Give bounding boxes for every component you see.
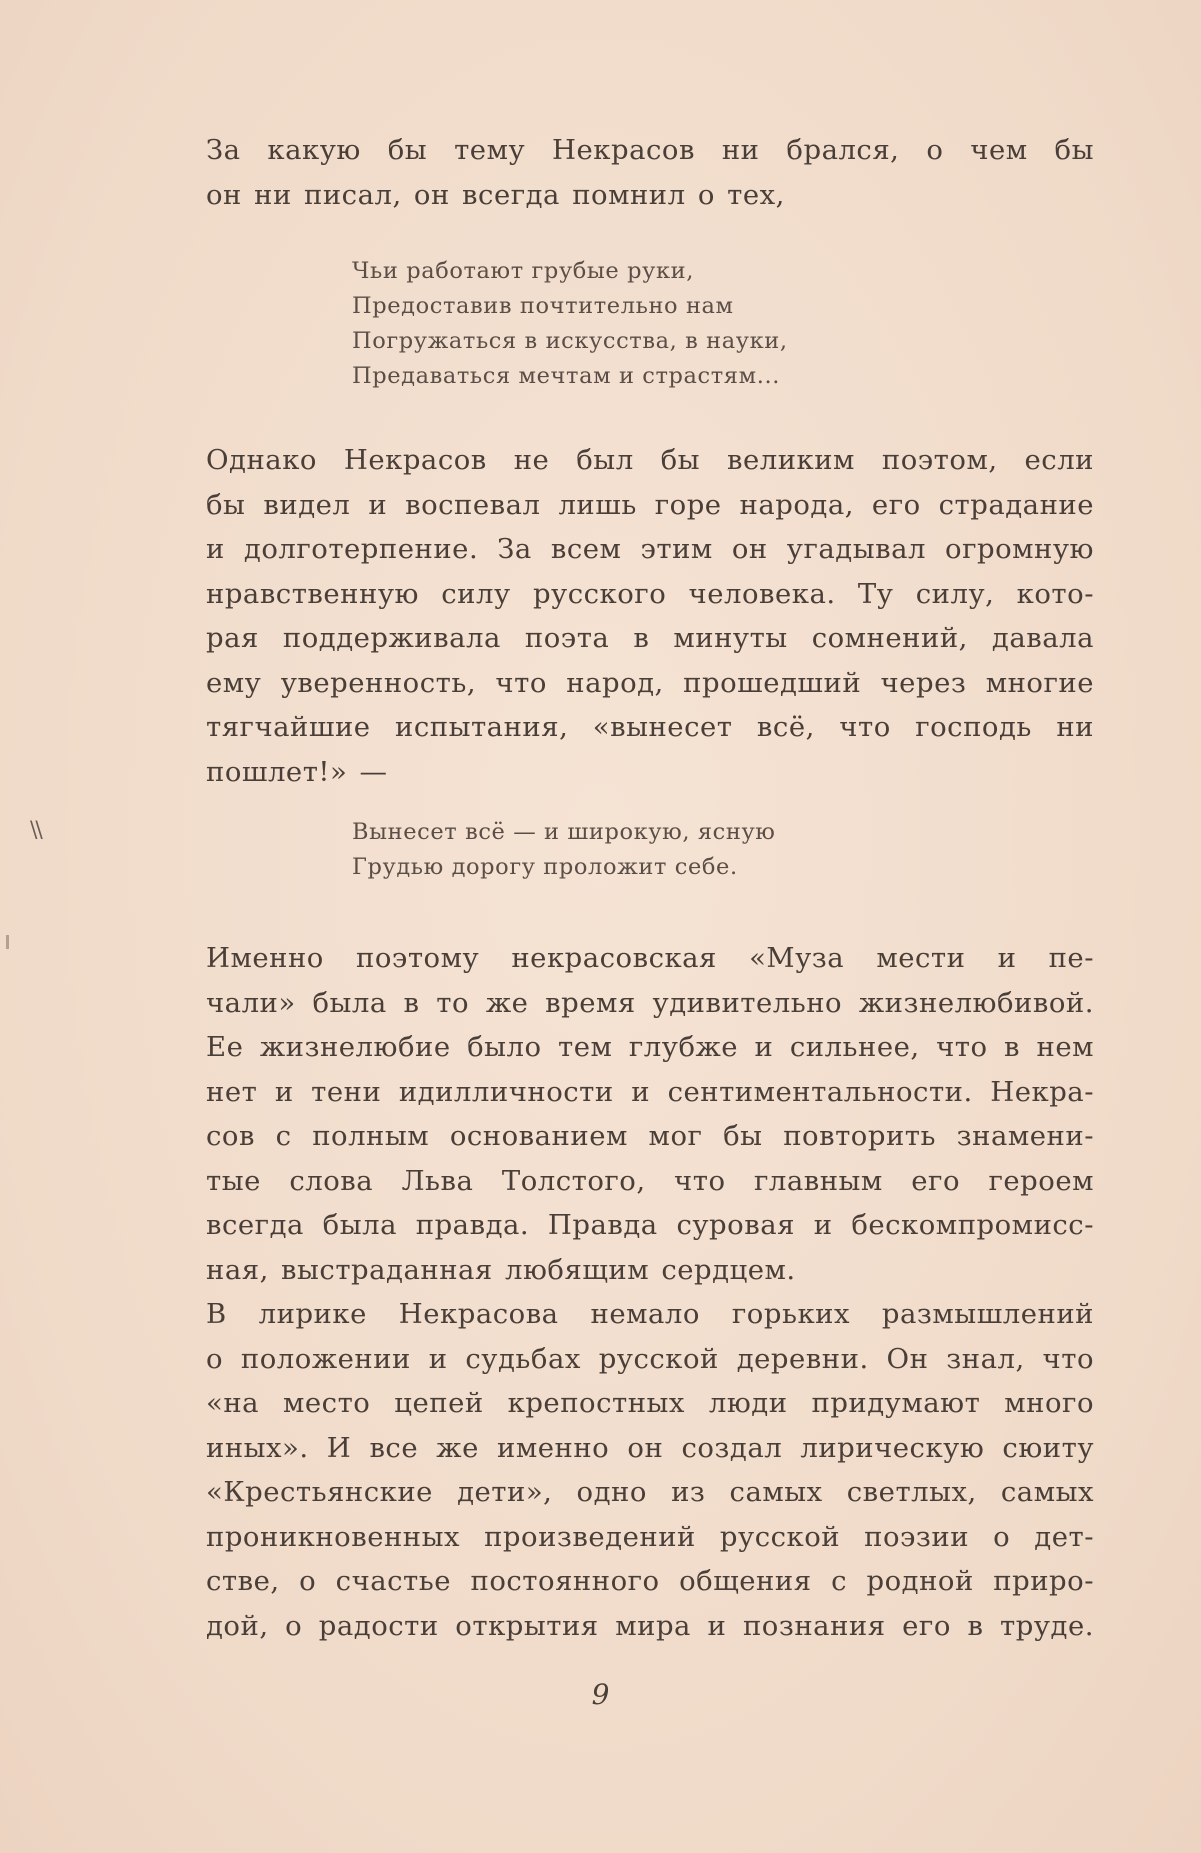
text-line: он ни писал, он всегда помнил о тех, [206, 178, 785, 211]
paragraph-2 [136, 438, 1094, 794]
text-line: ему уверенность, что народ, прошедший через многие [206, 666, 1094, 699]
text-line: За какую бы тему Некрасов ни брался, о чем бы [206, 134, 1094, 166]
text-line: о положении и судьбах русской деревни. Он знал, что [206, 1342, 1094, 1375]
paragraph-2-text [136, 438, 1094, 794]
verse-line: Предоставив почтительно нам [352, 293, 734, 319]
text-line: ная, выстраданная любящим сердцем. [206, 1253, 796, 1286]
verse-line: Вынесет всё — и широкую, ясную [352, 819, 776, 845]
verse-line: Чьи работают грубые руки, [352, 258, 694, 284]
text-line: Именно поэтому некрасовская «Муза мести и пе- [206, 942, 1094, 974]
paragraph-3 [136, 936, 1094, 1648]
paragraph-3-text [136, 936, 1094, 1292]
text-line: «Крестьянские дети», одно из самых светлых, самых [206, 1476, 1094, 1508]
text-line: рая поддерживала поэта в минуты сомнений, давала [206, 622, 1094, 654]
paragraph-1 [136, 128, 1094, 217]
paragraph-1-text [136, 128, 1094, 217]
text-line: «на место цепей крепостных люди придумают много [206, 1387, 1094, 1419]
text-line: иных». И все же именно он создал лирическую сюиту [206, 1431, 1094, 1464]
text-line: дой, о радости открытия мира и познания его в труде. [206, 1609, 1094, 1642]
text-line: В лирике Некрасова немало горьких размышлений [206, 1298, 1094, 1330]
text-line: стве, о счастье постоянного общения с родной приро- [206, 1565, 1094, 1597]
verse-line: Грудью дорогу проложит себе. [352, 854, 738, 880]
verse-2 [352, 815, 775, 885]
verse-line: Предаваться мечтам и страстям... [352, 363, 780, 389]
text-line: нравственную силу русского человека. Ту силу, кото- [206, 577, 1094, 610]
text-line: бы видел и воспевал лишь горе народа, его страдание [206, 488, 1094, 521]
text-line: тые слова Льва Толстого, что главным его героем [206, 1164, 1094, 1197]
text-line: пошлет!» — [206, 755, 388, 788]
text-line: чали» была в то же время удивительно жизнелюбивой. [206, 986, 1094, 1019]
margin-dot [6, 935, 9, 949]
text-line: и долготерпение. За всем этим он угадывал огромную [206, 533, 1094, 565]
text-line: Однако Некрасов не был бы великим поэтом, если [206, 444, 1094, 476]
text-line: нет и тени идилличности и сентиментальности. Некра- [206, 1075, 1094, 1108]
margin-mark: \\ [30, 818, 41, 843]
page-number: 9 [591, 1678, 610, 1711]
text-line: проникновенных произведений русской поэзии о дет- [206, 1520, 1094, 1553]
verse-1 [352, 254, 788, 394]
text-line: Ее жизнелюбие было тем глубже и сильнее, что в нем [206, 1031, 1094, 1063]
text-line: всегда была правда. Правда суровая и бескомпромисс- [206, 1209, 1094, 1241]
verse-line: Погружаться в искусства, в науки, [352, 328, 788, 354]
text-line: сов с полным основанием мог бы повторить знамени- [206, 1120, 1094, 1152]
text-line: тягчайшие испытания, «вынесет всё, что господь ни [206, 711, 1094, 743]
paragraph-4-text [136, 1292, 1094, 1648]
